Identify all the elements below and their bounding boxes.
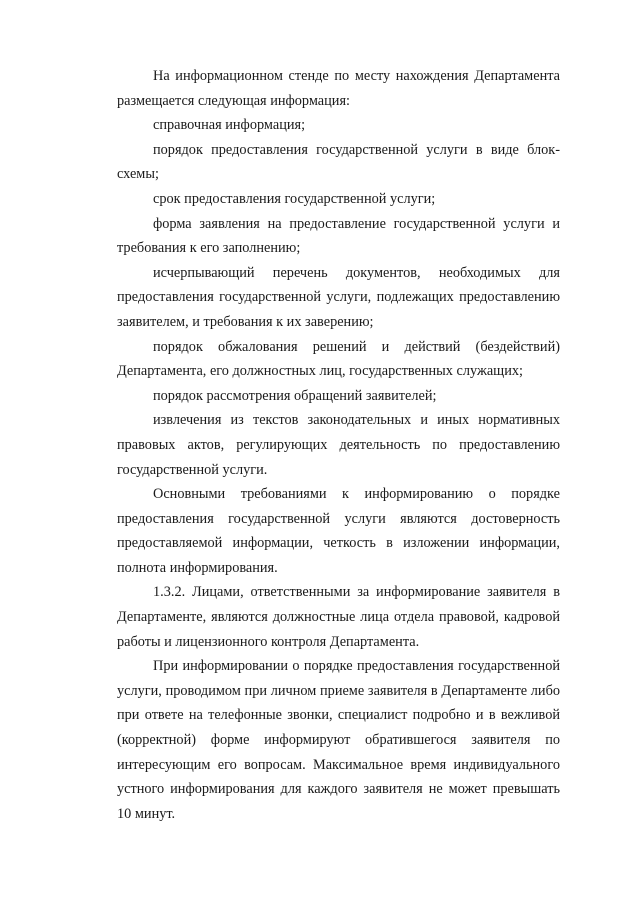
list-item-documents-list: исчерпывающий перечень документов, необходимых для предоставления государственной услуги, подлежащих предоставлению заявителем, и требования к их заверению;	[117, 264, 560, 330]
list-item-flowchart: порядок предоставления государственной услуги в виде блок-схемы;	[117, 141, 560, 183]
paragraph-1-3-2: 1.3.2. Лицами, ответственными за информирование заявителя в Департаменте, являются должностные лица отдела правовой, кадровой работы и лицензионного контроля Департамента.	[117, 584, 560, 650]
list-item-application-form: форма заявления на предоставление государственной услуги и требования к его заполнению;	[117, 215, 560, 257]
list-item-legal-extracts: извлечения из текстов законодательных и иных нормативных правовых актов, регулирующих деятельность по предоставлению государственной услуги.	[117, 412, 560, 478]
list-item-reference-info: справочная информация;	[153, 117, 306, 134]
list-item-service-term: срок предоставления государственной услуги;	[153, 190, 436, 207]
paragraph-stand-info: На информационном стенде по месту нахождения Департамента размещается следующая информация:	[117, 68, 560, 109]
paragraph-requirements: Основными требованиями к информированию о порядке предоставления государственной услуги являются достоверность предоставляемой информации, четкость в изложении информации, полнота информирования.	[117, 486, 560, 576]
list-item-appeal-procedure: порядок обжалования решений и действий (бездействий) Департамента, его должностных лиц, государственных служащих;	[117, 338, 560, 380]
list-item-complaints-review: порядок рассмотрения обращений заявителей;	[153, 387, 437, 404]
paragraph-informing-procedure: При информировании о порядке предоставления государственной услуги, проводимом при личном приеме заявителя в Департаменте либо при ответе на телефонные звонки, специалист подробно и в вежливой (корректной) форме информируют обратившегося заявителя по интересующим его вопросам. Максимальное время индивидуального устного информирования для каждого заявителя не может превышать 10 минут.	[117, 658, 560, 822]
document-page	[117, 64, 560, 826]
